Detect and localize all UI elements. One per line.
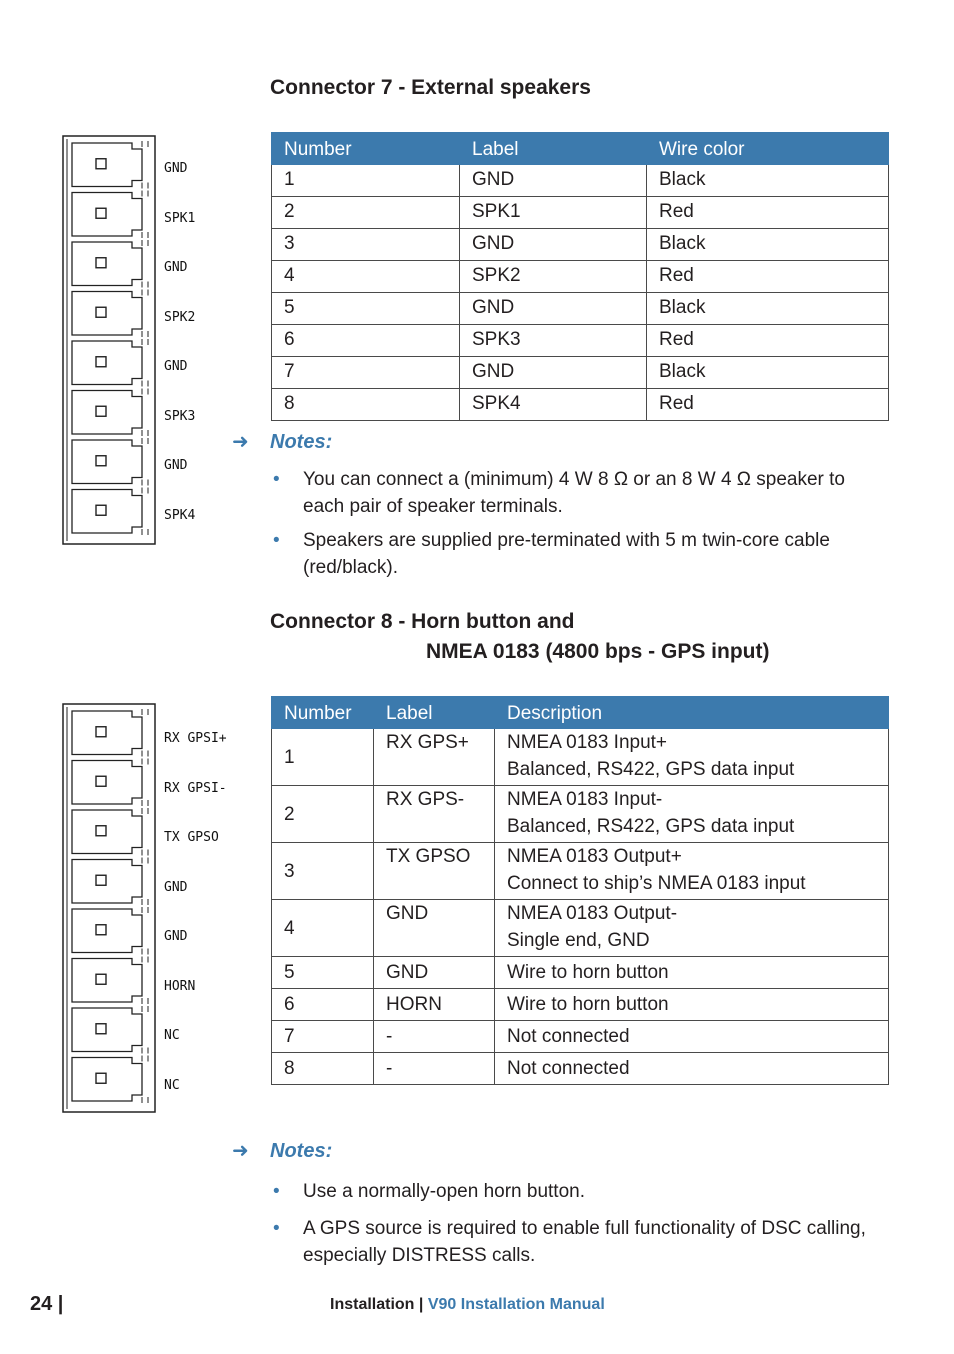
description-line2: Balanced, RS422, GPS data input <box>507 816 795 837</box>
pin-label: GND <box>164 161 188 176</box>
description-line1: Not connected <box>507 1026 630 1047</box>
cell-label: SPK1 <box>460 197 647 229</box>
table-row <box>272 1021 889 1053</box>
cell-number: 3 <box>272 229 460 261</box>
description-line1: Not connected <box>507 1058 630 1079</box>
cell-label: SPK3 <box>460 325 647 357</box>
cell-wire-color: Black <box>647 293 889 325</box>
cell-wire-color: Red <box>647 389 889 421</box>
terminal-pin-icon <box>72 389 148 437</box>
cell-number: 5 <box>272 957 374 989</box>
cell-label: RX GPS- <box>374 786 495 843</box>
column-header-label: Label <box>460 133 647 165</box>
table-row <box>272 843 889 900</box>
cell-number: 2 <box>272 197 460 229</box>
column-header-description: Description <box>495 697 889 729</box>
pin-label: GND <box>164 879 188 895</box>
terminal-block-icon <box>62 135 156 545</box>
cell-number: 2 <box>272 786 374 843</box>
connector8-title <box>270 607 769 667</box>
terminal-pin-icon <box>72 907 148 955</box>
terminal-block-icon <box>62 703 156 1113</box>
terminal-pin-icon <box>72 240 148 288</box>
cell-description <box>495 843 889 900</box>
pin-label: HORN <box>164 978 196 994</box>
cell-number: 4 <box>272 900 374 957</box>
table-row <box>272 293 889 325</box>
pin-label: GND <box>164 458 188 473</box>
cell-description <box>495 729 889 786</box>
column-header-wire-color: Wire color <box>647 133 889 165</box>
cell-number: 1 <box>272 165 460 197</box>
connector7-notes-heading: ➜ Notes: <box>232 431 333 453</box>
cell-label: SPK2 <box>460 261 647 293</box>
column-header-label: Label <box>374 697 495 729</box>
connector8-diagram <box>62 703 252 1113</box>
table-row <box>272 900 889 957</box>
list-item: • A GPS source is required to enable full functionality of DSC calling, especially DISTRESS calls. <box>270 1215 880 1269</box>
cell-label: - <box>374 1021 495 1053</box>
connector8-notes-heading: ➜ Notes: <box>232 1140 333 1162</box>
cell-number: 4 <box>272 261 460 293</box>
cell-description <box>495 957 889 989</box>
terminal-pin-icon <box>72 290 148 338</box>
table-row <box>272 197 889 229</box>
terminal-pin-icon <box>72 1056 148 1104</box>
column-header-number: Number <box>272 697 374 729</box>
connector8-title-line2: NMEA 0183 (4800 bps - GPS input) <box>426 640 770 663</box>
cell-label: TX GPSO <box>374 843 495 900</box>
table-row <box>272 357 889 389</box>
table-row <box>272 957 889 989</box>
cell-number: 8 <box>272 389 460 421</box>
pin-label: TX GPSO <box>164 830 219 845</box>
description-line1: NMEA 0183 Output- <box>507 903 678 924</box>
description-line2: Single end, GND <box>507 930 650 951</box>
terminal-pin-icon <box>72 957 148 1005</box>
cell-wire-color: Red <box>647 325 889 357</box>
cell-description <box>495 900 889 957</box>
pin-label: GND <box>164 260 188 275</box>
pin-label: RX GPSI+ <box>164 731 227 746</box>
cell-label: GND <box>460 165 647 197</box>
cell-label: GND <box>460 229 647 261</box>
pin-label: SPK4 <box>164 507 196 523</box>
cell-number: 8 <box>272 1053 374 1085</box>
terminal-pin-icon <box>72 191 148 239</box>
cell-label: GND <box>460 357 647 389</box>
table-header-row <box>272 133 889 165</box>
connector8-notes-list <box>270 1178 880 1276</box>
arrow-right-icon: ➜ <box>232 431 249 453</box>
cell-number: 6 <box>272 989 374 1021</box>
cell-wire-color: Black <box>647 229 889 261</box>
list-item: • Speakers are supplied pre-terminated with 5 m twin-core cable (red/black). <box>270 527 880 581</box>
pin-label: NC <box>164 1028 180 1043</box>
cell-description <box>495 1021 889 1053</box>
pin-label: RX GPSI- <box>164 780 227 796</box>
cell-wire-color: Red <box>647 197 889 229</box>
page-number: 24 | <box>30 1293 64 1315</box>
terminal-pin-icon <box>72 339 148 387</box>
description-line1: NMEA 0183 Output+ <box>507 846 682 867</box>
description-line1: NMEA 0183 Input+ <box>507 732 668 753</box>
cell-number: 7 <box>272 357 460 389</box>
pin-label: SPK3 <box>164 408 196 424</box>
cell-label: SPK4 <box>460 389 647 421</box>
terminal-pin-icon <box>72 141 148 189</box>
arrow-right-icon: ➜ <box>232 1140 249 1162</box>
table-row <box>272 261 889 293</box>
footer-section: Installation <box>330 1296 415 1313</box>
connector7-title: Connector 7 - External speakers <box>270 76 591 99</box>
terminal-pin-icon <box>72 759 148 807</box>
table-row <box>272 229 889 261</box>
cell-label: HORN <box>374 989 495 1021</box>
pin-label: SPK1 <box>164 210 196 226</box>
cell-number: 7 <box>272 1021 374 1053</box>
description-line2: Balanced, RS422, GPS data input <box>507 759 795 780</box>
terminal-pin-icon <box>72 858 148 906</box>
table-row <box>272 989 889 1021</box>
cell-number: 3 <box>272 843 374 900</box>
cell-number: 6 <box>272 325 460 357</box>
cell-label: - <box>374 1053 495 1085</box>
description-line1: Wire to horn button <box>507 994 669 1015</box>
connector7-notes-list <box>270 466 880 588</box>
footer-manual-name: V90 Installation Manual <box>427 1296 605 1313</box>
column-header-number: Number <box>272 133 460 165</box>
cell-description <box>495 786 889 843</box>
pin-label: GND <box>164 359 188 374</box>
pin-label: GND <box>164 929 188 944</box>
description-line1: Wire to horn button <box>507 962 669 983</box>
description-line2: Connect to ship’s NMEA 0183 input <box>507 873 806 894</box>
cell-label: GND <box>374 900 495 957</box>
terminal-pin-icon <box>72 808 148 856</box>
table-row <box>272 786 889 843</box>
table-row <box>272 1053 889 1085</box>
list-item: • Use a normally-open horn button. <box>270 1178 880 1205</box>
cell-wire-color: Red <box>647 261 889 293</box>
cell-number: 1 <box>272 729 374 786</box>
connector8-table <box>271 696 889 1085</box>
cell-wire-color: Black <box>647 165 889 197</box>
cell-number: 5 <box>272 293 460 325</box>
pin-label: NC <box>164 1077 180 1093</box>
footer-running-title <box>330 1296 605 1314</box>
list-item: • You can connect a (minimum) 4 W 8 Ω or an 8 W 4 Ω speaker to each pair of speaker terminals. <box>270 466 880 520</box>
terminal-pin-icon <box>72 488 148 536</box>
connector7-diagram <box>62 135 252 545</box>
pin-label: SPK2 <box>164 309 196 325</box>
cell-label: GND <box>460 293 647 325</box>
connector8-title-line1: Connector 8 - Horn button and <box>270 610 575 633</box>
footer-separator: | <box>414 1296 428 1313</box>
terminal-pin-icon <box>72 709 148 757</box>
terminal-pin-icon <box>72 438 148 486</box>
table-header-row <box>272 697 889 729</box>
connector7-table <box>271 132 889 421</box>
table-row <box>272 165 889 197</box>
cell-description <box>495 989 889 1021</box>
cell-description <box>495 1053 889 1085</box>
description-line1: NMEA 0183 Input- <box>507 789 663 810</box>
cell-label: RX GPS+ <box>374 729 495 786</box>
cell-label: GND <box>374 957 495 989</box>
table-row <box>272 389 889 421</box>
table-row <box>272 729 889 786</box>
table-row <box>272 325 889 357</box>
terminal-pin-icon <box>72 1006 148 1054</box>
cell-wire-color: Black <box>647 357 889 389</box>
